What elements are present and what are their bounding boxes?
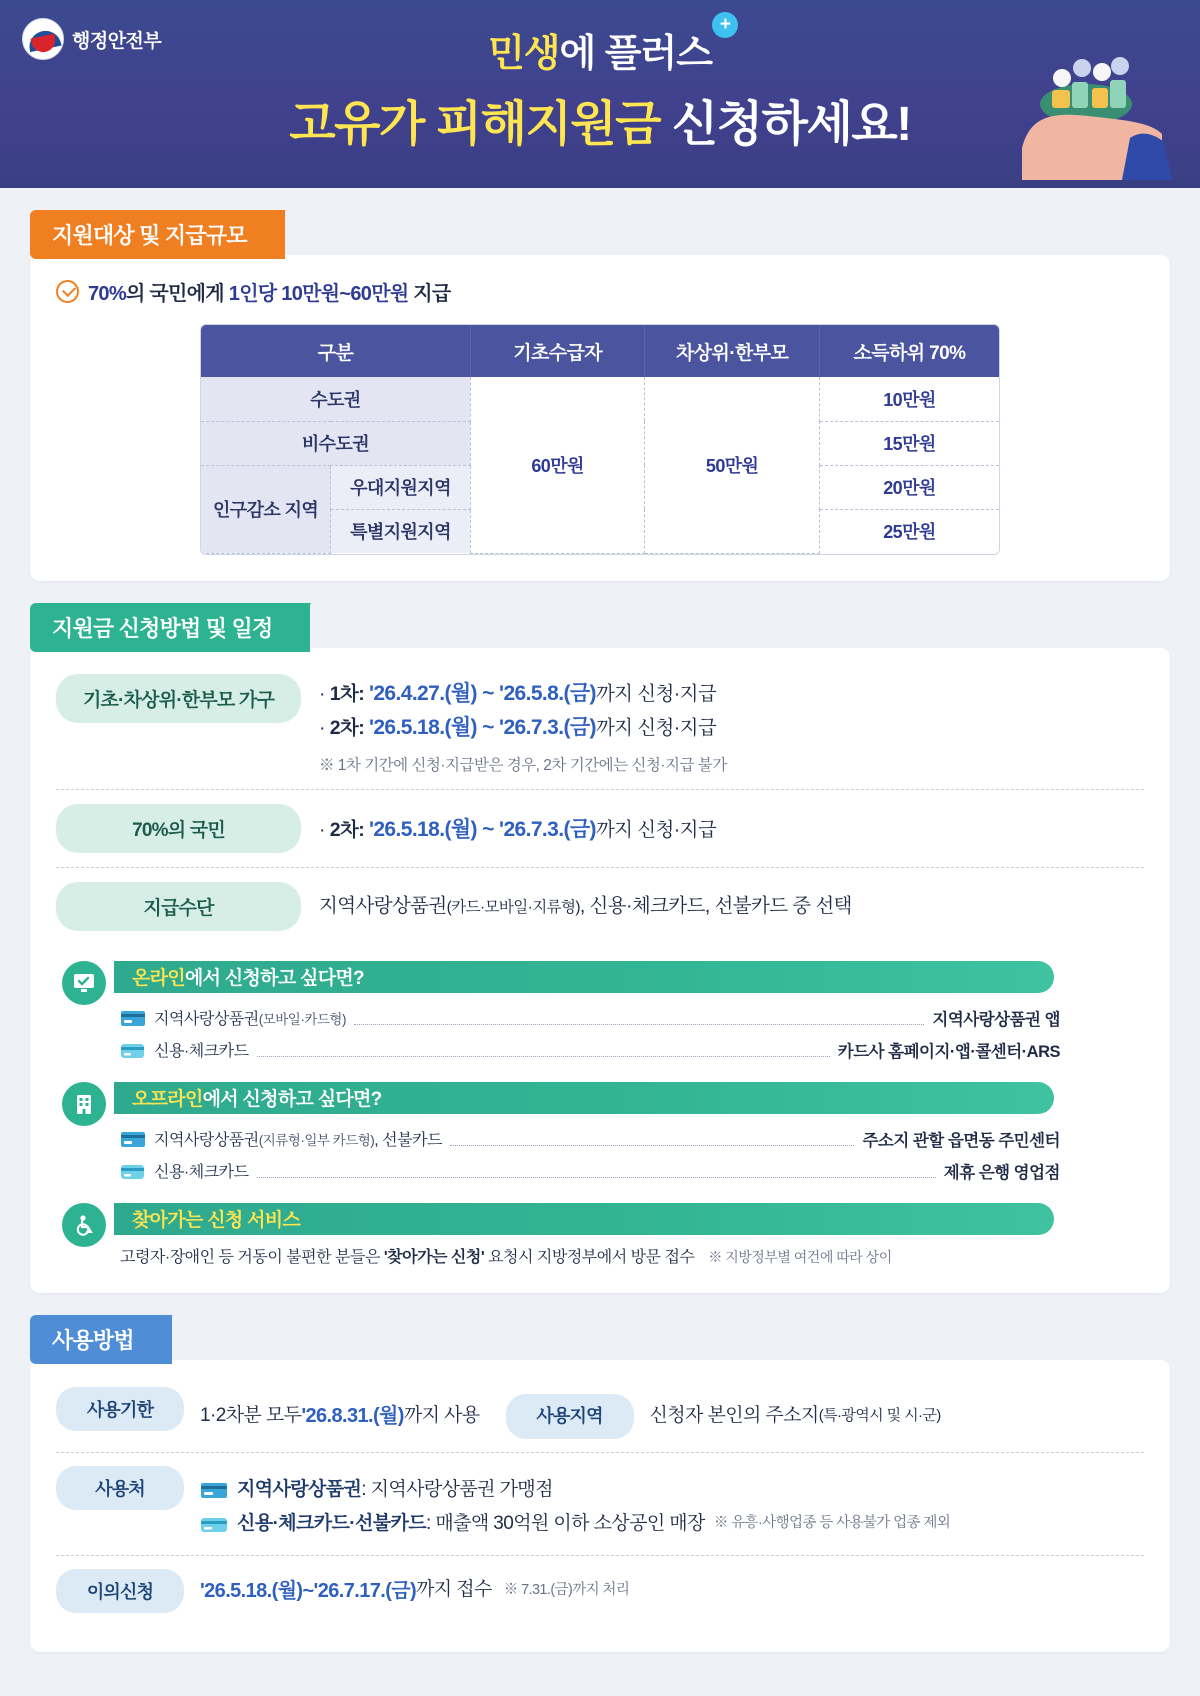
phase-tail: 까지 신청·지급 (595, 716, 717, 739)
pill-usage-area: 사용지역 (506, 1394, 634, 1439)
credit-card-icon (200, 1514, 228, 1534)
item-value: 카드사 홈페이지·앱·콜센터·ARS (837, 1042, 1060, 1061)
channel-online (56, 961, 1144, 1066)
gift-card-icon (120, 1008, 146, 1028)
item-label: 신용·체크카드 (154, 1043, 249, 1061)
usage-place-line (200, 1473, 950, 1508)
page-title-highlight: 고유가 피해지원금 (289, 98, 661, 151)
dotted-leader (450, 1132, 854, 1146)
pill-payment-means: 지급수단 (56, 882, 301, 931)
title-top (488, 14, 730, 77)
bullet-post: 지급 (408, 283, 451, 305)
phase-date: '26.5.18.(월) ~ '26.7.3.(금) (368, 817, 596, 841)
payment-small: (카드·모바일·지류형) (446, 898, 580, 916)
usage-period-post: 까지 사용 (403, 1404, 480, 1426)
monitor-check-icon (62, 961, 106, 1005)
dotted-leader (354, 1011, 924, 1025)
cell-low-noncapital: 15만원 (819, 421, 999, 465)
schedule-row-general (56, 789, 1144, 867)
pill-usage-place: 사용처 (56, 1466, 184, 1510)
channel-visiting-highlight: 찾아가는 신청 서비스 (132, 1210, 301, 1232)
section3-tag: 사용방법 (30, 1315, 172, 1364)
plus-badge-icon: + (712, 12, 738, 38)
objection-date: '26.5.18.(월)~'26.7.17.(금) (200, 1579, 417, 1602)
usage-place-text: 신용·체크카드·선불카드: 매출액 30억원 이하 소상공인 매장 (237, 1513, 705, 1535)
phase-label: 2차: (329, 716, 365, 739)
phase-tail: 까지 신청·지급 (595, 682, 717, 705)
cell-region-decline: 인구감소 지역 (201, 465, 331, 553)
channel-online-title (114, 961, 1054, 993)
visiting-description (114, 1244, 1054, 1267)
schedule-line (319, 677, 727, 711)
item-label: 지역사랑상품권(지류형·일부 카드형), 선불카드 (154, 1132, 442, 1150)
dotted-leader (257, 1043, 830, 1057)
section3-card (30, 1360, 1170, 1652)
gift-card-icon (200, 1480, 228, 1500)
pill-objection: 이의신청 (56, 1569, 184, 1613)
payment-means-text (319, 882, 852, 918)
channel-offline-highlight: 오프라인 (132, 1089, 203, 1111)
usage-period-date: '26.8.31.(월) (301, 1405, 404, 1428)
usage-period-pre: 1·2차분 모두 (200, 1404, 302, 1426)
payment-tail: , 신용·체크카드, 선불카드 중 선택 (579, 894, 852, 917)
phase-date: '26.4.27.(월) ~ '26.5.8.(금) (368, 681, 596, 705)
usage-period-row (56, 1374, 1144, 1452)
phase-label: 1차: (329, 682, 365, 705)
bullet-percent: 70% (88, 283, 126, 305)
usage-place-row (56, 1452, 1144, 1555)
usage-place-text: 지역사랑상품권: 지역사랑상품권 가맹점 (237, 1478, 553, 1500)
pill-basic-household: 기초·차상위·한부모 가구 (56, 674, 301, 723)
title-top-plain: 에 플러스 (559, 33, 712, 75)
hand-holding-money-icon (1002, 30, 1172, 180)
payment-means-row (56, 867, 1144, 945)
channel-offline-rest: 에서 신청하고 싶다면? (202, 1089, 382, 1111)
usage-period-body (200, 1387, 941, 1439)
section2-card (30, 648, 1170, 1293)
objection-body (200, 1569, 629, 1606)
th-near-poor: 차상위·한부모 (645, 325, 820, 377)
table-row (201, 377, 999, 421)
phase-tail: 까지 신청·지급 (595, 818, 717, 841)
list-item (120, 1155, 1060, 1187)
section-usage (0, 1293, 1200, 1652)
schedule-body-basic (319, 674, 727, 775)
cell-low-preferential: 20만원 (819, 465, 999, 509)
th-category: 구분 (201, 325, 470, 377)
usage-place-note: ※ 유흥·사행업종 등 사용불가 업종 제외 (713, 1515, 951, 1532)
pill-usage-period: 사용기한 (56, 1387, 184, 1431)
item-label: 신용·체크카드 (154, 1164, 249, 1182)
phase-label: 2차: (329, 818, 365, 841)
cell-region-special: 특별지원지역 (331, 509, 471, 553)
poster-header (0, 0, 1200, 188)
objection-row (56, 1555, 1144, 1626)
payment-main: 지역사랑상품권 (319, 894, 447, 917)
item-label: 지역사랑상품권(모바일·카드형) (154, 1011, 346, 1029)
item-value: 주소지 관할 읍면동 주민센터 (862, 1131, 1060, 1150)
objection-post: 까지 접수 (416, 1579, 492, 1601)
section1-bullet (56, 277, 1144, 306)
list-item (120, 1002, 1060, 1034)
cell-region-capital: 수도권 (201, 377, 470, 421)
phase-date: '26.5.18.(월) ~ '26.7.3.(금) (368, 715, 596, 739)
building-icon (62, 1082, 106, 1126)
schedule-line (319, 813, 716, 847)
bullet-dot: · (319, 682, 325, 705)
cell-near-merged: 50만원 (645, 377, 820, 553)
schedule-note: ※ 1차 기간에 신청·지급받은 경우, 2차 기간에는 신청·지급 불가 (319, 756, 727, 774)
schedule-row-basic (56, 670, 1144, 789)
cell-region-noncapital: 비수도권 (201, 421, 470, 465)
pill-general-70: 70%의 국민 (56, 804, 301, 853)
bullet-dot: · (319, 818, 325, 841)
section1-bullet-text (88, 277, 451, 306)
usage-place-line (200, 1507, 950, 1542)
title-top-highlight: 민생 (488, 33, 560, 75)
page-title-plain: 신청하세요! (660, 98, 911, 151)
schedule-line (319, 711, 727, 745)
th-low-income-70: 소득하위 70% (819, 325, 999, 377)
channel-online-rest: 에서 신청하고 싶다면? (184, 968, 364, 990)
section1-tag: 지원대상 및 지급규모 (30, 210, 285, 259)
cell-low-capital: 10만원 (819, 377, 999, 421)
section-support-target (0, 188, 1200, 581)
usage-area-main: 신청자 본인의 주소지 (649, 1404, 819, 1426)
item-value: 지역사랑상품권 앱 (932, 1010, 1060, 1029)
bottom-spacer (0, 1652, 1200, 1678)
cell-basic-merged: 60만원 (470, 377, 645, 553)
channel-offline-items (114, 1123, 1144, 1187)
credit-card-icon (120, 1040, 146, 1060)
ministry-name: 행정안전부 (72, 30, 162, 52)
visiting-note: ※ 지방정부별 여건에 따라 상이 (708, 1248, 892, 1265)
support-amount-table (201, 325, 999, 554)
section-apply-method (0, 581, 1200, 1293)
visiting-text: 고령자·장애인 등 거동이 불편한 분들은 '찾아가는 신청' 요청시 지방정부에서 방문 접수 (120, 1248, 695, 1266)
dotted-leader (257, 1164, 936, 1178)
cell-region-preferential: 우대지원지역 (331, 465, 471, 509)
channel-visiting-service (56, 1203, 1144, 1267)
bullet-amount: 1인당 10만원~60만원 (228, 283, 409, 305)
list-item (120, 1123, 1060, 1155)
objection-note: ※ 7.31.(금)까지 처리 (503, 1581, 630, 1598)
channel-online-items (114, 1002, 1144, 1066)
bullet-dot: · (319, 716, 325, 739)
cell-low-special: 25만원 (883, 522, 936, 543)
gift-card-icon (120, 1129, 146, 1149)
section1-card (30, 255, 1170, 581)
usage-area-small: (특·광역시 및 시·군) (818, 1406, 941, 1424)
channel-offline-title (114, 1082, 1054, 1114)
check-circle-icon (56, 280, 79, 303)
channel-visiting-title (114, 1203, 1054, 1235)
item-value: 제휴 은행 영업점 (943, 1163, 1060, 1182)
credit-card-icon (120, 1161, 146, 1181)
list-item (120, 1034, 1060, 1066)
section2-tag: 지원금 신청방법 및 일정 (30, 603, 310, 652)
bullet-mid: 의 국민에게 (125, 283, 229, 305)
schedule-body-general (319, 804, 716, 847)
usage-place-body (200, 1466, 950, 1542)
wheelchair-person-icon (62, 1203, 106, 1247)
channel-offline (56, 1082, 1144, 1187)
th-basic: 기초수급자 (470, 325, 645, 377)
channel-online-highlight: 온라인 (132, 968, 185, 990)
support-table-wrapper (200, 324, 1000, 555)
table-header-row (201, 325, 999, 377)
